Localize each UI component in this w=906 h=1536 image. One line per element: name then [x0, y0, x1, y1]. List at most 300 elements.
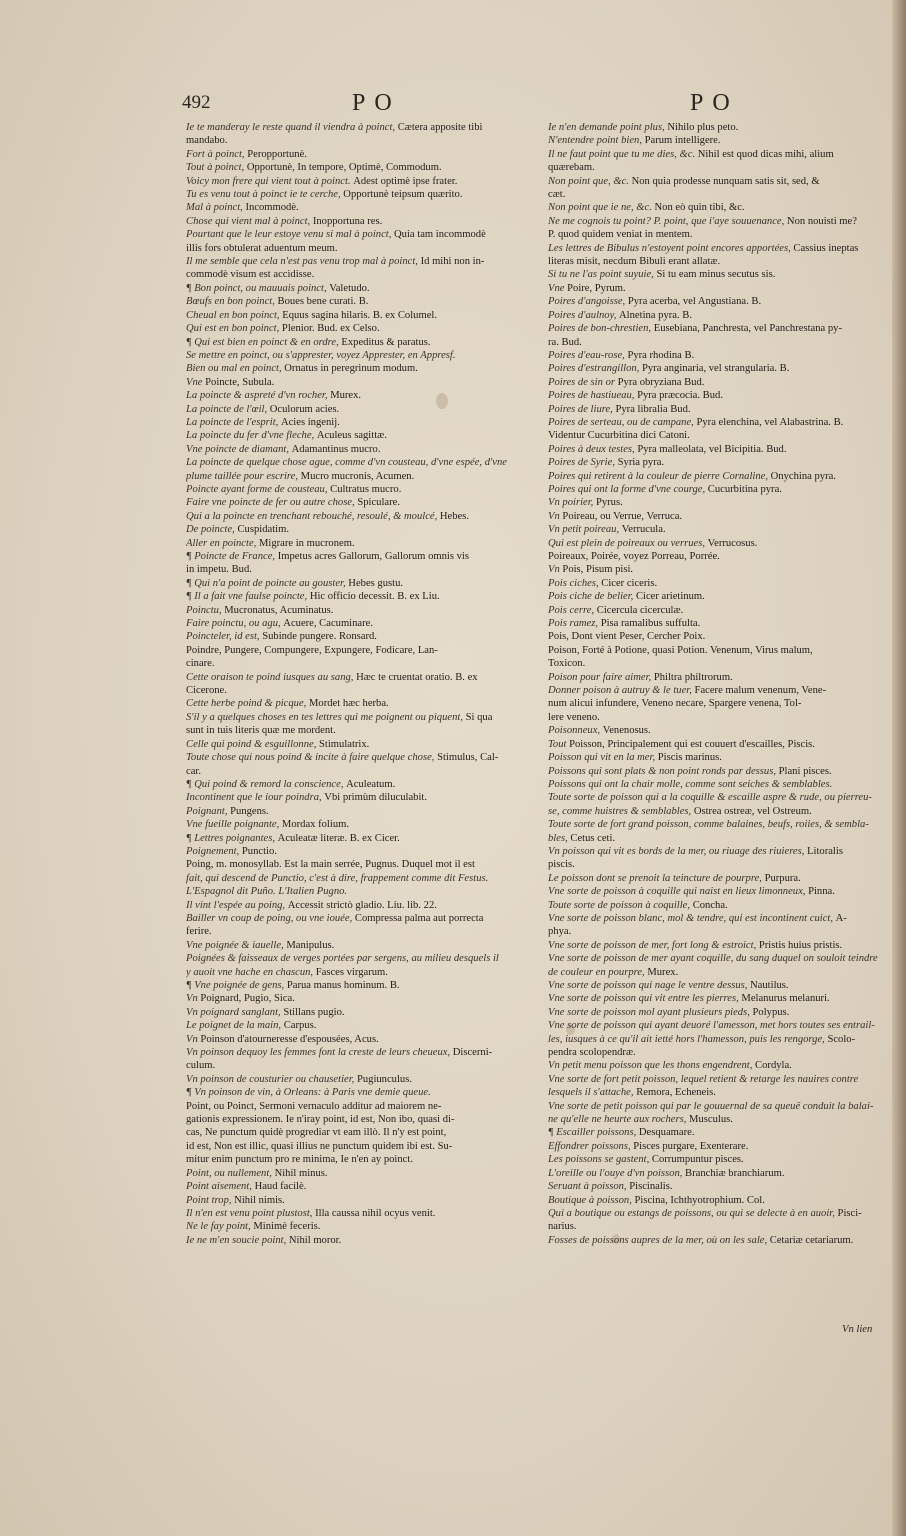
french-phrase: Pourtant que le leur estoye venu si mal à poinct,: [186, 229, 395, 241]
french-phrase: Poinctu,: [186, 604, 225, 616]
latin-translation: Poire, Pyrum.: [567, 282, 626, 294]
dictionary-line: [186, 872, 526, 885]
french-phrase: Vn poirier,: [548, 497, 596, 509]
latin-translation: Pyra malleolata, vel Bicipitia. Bud.: [637, 443, 787, 455]
right-column: [548, 121, 878, 1247]
dictionary-line: [186, 684, 526, 697]
dictionary-line: [548, 845, 878, 858]
latin-translation: Hic officio decessit. B. ex Liu.: [309, 591, 440, 603]
latin-translation: Ostrea ostreæ, vel Ostreum.: [693, 805, 812, 817]
latin-translation: cæt.: [548, 189, 566, 201]
dictionary-line: [548, 1019, 878, 1032]
latin-translation: Poison, Forté à Potione, quasi Potion. Venenum, Virus malum,: [548, 644, 813, 656]
latin-translation: Pyra obryziana Bud.: [617, 376, 705, 388]
latin-translation: Minimè feceris.: [253, 1221, 321, 1233]
french-phrase: Poissons qui sont plats & non point ronds par dessus,: [548, 765, 779, 777]
latin-translation: Boues bene curati. B.: [277, 296, 369, 308]
dictionary-line: [548, 349, 878, 362]
latin-translation: Haud facilè.: [254, 1181, 307, 1193]
dictionary-line: [186, 282, 526, 295]
french-phrase: La poincte & aspreté d'vn rocher,: [186, 390, 331, 402]
dictionary-line: [548, 1167, 878, 1180]
latin-translation: Scolo-: [827, 1033, 856, 1045]
french-phrase: Poires qui retirent à la couleur de pierre Cornaline,: [548, 470, 771, 482]
latin-translation: Manipulus.: [286, 939, 335, 951]
french-phrase: Vne sorte de poisson de mer, fort long & estroict,: [548, 939, 759, 951]
latin-translation: Branchiæ branchiarum.: [685, 1167, 785, 1179]
french-phrase: Poires de serteau, ou de campane,: [548, 416, 697, 428]
latin-translation: Mordet hæc herba.: [308, 698, 389, 710]
latin-translation: Hebes.: [439, 510, 470, 522]
dictionary-line: [186, 268, 526, 281]
dictionary-line: [186, 148, 526, 161]
french-phrase: Qui a la poincte en trenchant rebouché, resoulé, & moulcé,: [186, 510, 440, 522]
dictionary-line: [548, 979, 878, 992]
french-phrase: Les lettres de Bibulus n'estoyent point encores apportées,: [548, 242, 794, 254]
dictionary-line: [186, 456, 526, 469]
dictionary-line: [186, 201, 526, 214]
latin-translation: Videntur Cucurbitina dici Catoni.: [548, 430, 690, 442]
latin-translation: Remora, Echeneis.: [636, 1087, 716, 1099]
dictionary-line: [186, 1167, 526, 1180]
dictionary-line: [548, 550, 878, 563]
french-phrase: ne qu'elle ne heurte aux rochers,: [548, 1114, 690, 1126]
dictionary-line: [548, 818, 878, 831]
latin-translation: phya.: [548, 926, 572, 938]
latin-translation: Litoralis: [807, 845, 843, 857]
dictionary-line: [548, 617, 878, 630]
french-phrase: bles,: [548, 832, 571, 844]
dictionary-line: [186, 188, 526, 201]
dictionary-line: [548, 912, 878, 925]
latin-translation: Concha.: [692, 899, 728, 911]
french-phrase: Poincte ayant forme de cousteau,: [186, 483, 331, 495]
french-phrase: de couleur en pourpre,: [548, 966, 648, 978]
latin-translation: Nautilus.: [750, 980, 789, 991]
french-phrase: Ie ne m'en soucie point,: [186, 1234, 289, 1246]
dictionary-line: [186, 389, 526, 402]
latin-translation: ferire.: [186, 926, 212, 938]
french-phrase: Qui est en bon poinct,: [186, 323, 282, 335]
dictionary-line: [186, 1100, 526, 1113]
dictionary-line: [186, 121, 526, 134]
latin-translation: gationis expressionem. Ie n'iray point, id est, Non ibo, quasi di-: [186, 1114, 455, 1126]
dictionary-line: [186, 1234, 526, 1247]
latin-translation: Nihilo plus peto.: [667, 122, 739, 133]
french-phrase: Poires de bon-chrestien,: [548, 323, 654, 335]
dictionary-line: [186, 657, 526, 670]
french-phrase: Incontinent que le iour poindra,: [186, 792, 325, 804]
latin-translation: Peropportunè.: [247, 148, 307, 160]
latin-translation: literas misit, necdum Bibuli erant allatæ.: [548, 256, 721, 268]
latin-translation: Poireaux, Poirée, voyez Porreau, Porrée.: [548, 551, 720, 562]
french-phrase: La poincte de l'esprit,: [186, 416, 281, 428]
latin-translation: Valetudo.: [329, 282, 370, 294]
dictionary-line: [548, 215, 878, 228]
dictionary-line: [548, 416, 878, 429]
dictionary-line: [548, 684, 878, 697]
latin-translation: Inopportuna res.: [312, 215, 383, 227]
latin-translation: Expeditus & paratus.: [341, 336, 431, 348]
french-phrase: La poincte de quelque chose ague, comme d'vn cousteau, d'vne espée, d'vne: [186, 457, 507, 469]
dictionary-line: [548, 1046, 878, 1059]
latin-translation: Cetus ceti.: [570, 832, 616, 844]
latin-translation: Acuere, Cacuminare.: [283, 618, 374, 630]
latin-translation: Cetariæ cetariarum.: [769, 1234, 854, 1246]
latin-translation: Accessit strictò gladio. Liu. lib. 22.: [287, 899, 437, 911]
french-phrase: Cette herbe poind & picque,: [186, 698, 309, 710]
latin-translation: Pinna.: [808, 886, 835, 898]
latin-translation: Non quia prodesse nunquam satis sit, sed, &: [631, 175, 820, 187]
dictionary-line: [186, 1019, 526, 1032]
dictionary-line: [186, 443, 526, 456]
latin-translation: Purpura.: [764, 872, 801, 884]
dictionary-line: [186, 429, 526, 442]
french-phrase: Se mettre en poinct, ou s'apprester, voyez Apprester, en Appresf.: [186, 349, 456, 361]
latin-translation: Parum intelligere.: [644, 135, 721, 147]
french-phrase: Bien ou mal en poinct,: [186, 363, 285, 375]
latin-translation: Cicer arietinum.: [635, 591, 705, 603]
running-header-right: PO: [690, 90, 739, 116]
latin-translation: Opportunè, In tempore, Optimè, Commodum.: [246, 162, 442, 174]
french-phrase: Ne le fay point,: [186, 1221, 254, 1233]
latin-translation: Pyrus.: [595, 497, 623, 509]
latin-translation: Acies ingenij.: [280, 416, 340, 428]
french-phrase: ¶ Qui n'a point de poincte au gouster,: [186, 577, 349, 589]
latin-translation: Mordax folium.: [281, 819, 350, 831]
dictionary-line: [186, 818, 526, 831]
dictionary-line: [548, 952, 878, 965]
dictionary-line: [548, 657, 878, 670]
french-phrase: Chose qui vient mal à poinct,: [186, 215, 313, 227]
french-phrase: Vn: [186, 1033, 201, 1045]
dictionary-line: [548, 175, 878, 188]
latin-translation: Ornatus in peregrinum modum.: [284, 363, 418, 375]
french-phrase: Vn poinson de cousturier ou chausetier,: [186, 1073, 357, 1085]
latin-translation: Illa caussa nihil ocyus venit.: [315, 1207, 436, 1219]
french-phrase: Vn petit menu poisson que les thons engendrent,: [548, 1060, 756, 1072]
latin-translation: Cicerone.: [186, 685, 227, 697]
latin-translation: Onychina pyra.: [770, 470, 836, 482]
french-phrase: Si tu ne l'as point suyuie,: [548, 269, 657, 281]
latin-translation: Pyra anginaria, vel strangularia. B.: [641, 363, 790, 375]
french-phrase: Vne sorte de poisson blanc, mol & tendre, qui est incontinent cuict,: [548, 912, 836, 924]
latin-translation: Polypus.: [752, 1006, 790, 1018]
dictionary-line: [548, 765, 878, 778]
french-phrase: Toute sorte de poisson qui a la coquille & escaille aspre & rude, ou pierreu-: [548, 792, 872, 804]
dictionary-line: [186, 899, 526, 912]
catchword: Vn lien: [842, 1324, 873, 1335]
dictionary-line: [548, 148, 878, 161]
latin-translation: Venenosus.: [602, 725, 651, 737]
dictionary-line: [548, 470, 878, 483]
french-phrase: Vn poinson dequoy les femmes font la creste de leurs cheueux,: [186, 1047, 453, 1059]
latin-translation: car.: [186, 765, 201, 777]
latin-translation: Murex.: [330, 390, 362, 402]
french-phrase: Vn: [548, 564, 563, 576]
french-phrase: Il n'en est venu point plustost,: [186, 1207, 316, 1219]
latin-translation: Point, ou Poinct, Sermoni vernaculo additur ad maiorem ne-: [186, 1100, 442, 1112]
dictionary-line: [186, 912, 526, 925]
latin-translation: Piscina, Ichthyotrophium. Col.: [634, 1194, 765, 1206]
french-phrase: Vne sorte de petit poisson qui par le gouuernal de sa queuë conduit la balai-: [548, 1100, 874, 1112]
latin-translation: Pyra elenchina, vel Alabastrina. B.: [696, 416, 844, 428]
latin-translation: Aculeatæ literæ. B. ex Cicer.: [277, 832, 400, 844]
latin-translation: Punctio.: [241, 845, 277, 857]
french-phrase: Aller en poincte,: [186, 537, 259, 549]
latin-translation: Pois, Dont vient Peser, Cercher Poix.: [548, 631, 706, 643]
french-phrase: Vne sorte de poisson de mer ayant coquille, du sang duquel on souloit teindre: [548, 953, 878, 965]
latin-translation: Oculorum acies.: [269, 403, 340, 415]
dictionary-line: [548, 872, 878, 885]
latin-translation: Cætera apposite tibi: [397, 122, 483, 133]
dictionary-line: [548, 282, 878, 295]
latin-translation: Plenior. Bud. ex Celso.: [281, 323, 380, 335]
latin-translation: Pisa ramalibus suffulta.: [600, 618, 701, 630]
latin-translation: Mucronatus, Acuminatus.: [224, 604, 334, 616]
dictionary-line: [548, 1073, 878, 1086]
dictionary-line: [186, 1046, 526, 1059]
french-phrase: Vne sorte de poisson à coquille qui naist en lieux limonneux,: [548, 886, 809, 898]
dictionary-line: [548, 336, 878, 349]
dictionary-line: [186, 1180, 526, 1193]
dictionary-line: [548, 309, 878, 322]
french-phrase: Poires de Syrie,: [548, 457, 618, 469]
dictionary-line: [548, 1059, 878, 1072]
latin-translation: Alnetina pyra. B.: [619, 309, 692, 321]
dictionary-line: [548, 939, 878, 952]
dictionary-line: [548, 1207, 878, 1220]
dictionary-line: [548, 966, 878, 979]
dictionary-line: [548, 134, 878, 147]
latin-translation: culum.: [186, 1060, 216, 1072]
dictionary-line: [186, 751, 526, 764]
french-phrase: Toute sorte de poisson à coquille,: [548, 899, 693, 911]
french-phrase: ¶ Qui est bien en poinct & en ordre,: [186, 336, 342, 348]
dictionary-line: [548, 242, 878, 255]
dictionary-line: [548, 1180, 878, 1193]
latin-translation: Piscis marinus.: [657, 752, 722, 764]
french-phrase: Poires de sin or: [548, 376, 618, 388]
dictionary-line: [548, 925, 878, 938]
dictionary-line: [186, 966, 526, 979]
french-phrase: Vne poignée & iauelle,: [186, 939, 287, 951]
dictionary-line: [186, 885, 526, 898]
dictionary-line: [548, 268, 878, 281]
dictionary-line: [548, 590, 878, 603]
french-phrase: Cheual en bon poinct,: [186, 309, 283, 321]
dictionary-line: [186, 1153, 526, 1166]
french-phrase: Vne fueille poignante,: [186, 819, 282, 831]
dictionary-line: [186, 175, 526, 188]
latin-translation: Piscinalis.: [629, 1181, 673, 1193]
dictionary-line: [548, 443, 878, 456]
latin-translation: Discerni-: [452, 1047, 493, 1059]
latin-translation: Cucurbitina pyra.: [707, 483, 782, 495]
latin-translation: Stimulus, Cal-: [437, 752, 499, 764]
french-phrase: Qui est plein de poireaux ou verrues,: [548, 537, 708, 549]
dictionary-line: [548, 751, 878, 764]
latin-translation: Cassius ineptas: [793, 242, 859, 254]
dictionary-line: [548, 121, 878, 134]
latin-translation: Melanurus melanuri.: [741, 993, 830, 1005]
latin-translation: Poireau, ou Verrue, Verruca.: [562, 510, 683, 522]
latin-translation: Mucro mucronis, Acumen.: [300, 470, 415, 482]
french-phrase: Voicy mon frere qui vient tout à poinct.: [186, 175, 354, 187]
dictionary-line: [186, 952, 526, 965]
dictionary-line: [186, 617, 526, 630]
dictionary-line: [548, 322, 878, 335]
dictionary-line: [186, 1073, 526, 1086]
latin-translation: sunt in tuis literis quæ me mordent.: [186, 725, 336, 737]
french-phrase: Poisson qui vit en la mer,: [548, 752, 658, 764]
french-phrase: N'entendre point bien,: [548, 135, 645, 147]
dictionary-line: [548, 630, 878, 643]
latin-translation: Hebes gustu.: [348, 577, 404, 589]
dictionary-line: [548, 1113, 878, 1126]
left-column: [186, 121, 526, 1247]
latin-translation: Nihil minus.: [274, 1167, 328, 1179]
french-phrase: y auoit vne hache en chascun,: [186, 966, 316, 978]
latin-translation: Nihil est quod dicas mihi, alium: [697, 148, 834, 160]
french-phrase: Vne sorte de poisson qui vit entre les pierres,: [548, 993, 742, 1005]
dictionary-line: [548, 832, 878, 845]
french-phrase: Il me semble que cela n'est pas venu trop mal à poinct,: [186, 256, 421, 268]
dictionary-line: [186, 765, 526, 778]
latin-translation: Stimulatrix.: [319, 738, 370, 750]
dictionary-line: [186, 416, 526, 429]
page-gutter-shadow: [892, 0, 906, 1536]
latin-translation: pendra scolopendræ.: [548, 1047, 636, 1059]
french-phrase: La poincte du fer d'vne fleche,: [186, 430, 317, 442]
dictionary-line: [186, 336, 526, 349]
dictionary-line: [548, 295, 878, 308]
latin-translation: Parua manus hominum. B.: [286, 980, 400, 991]
dictionary-line: [186, 858, 526, 871]
latin-translation: piscis.: [548, 859, 575, 871]
french-phrase: Vn petit poireau,: [548, 524, 622, 536]
latin-translation: Opportunè teipsum quærito.: [343, 189, 463, 201]
dictionary-line: [548, 697, 878, 710]
french-phrase: Vn poisson qui vit es bords de la mer, ou riuage des riuieres,: [548, 845, 808, 857]
french-phrase: La poincte de l'œil,: [186, 403, 270, 415]
dictionary-line: [186, 992, 526, 1005]
french-phrase: Le poignet de la main,: [186, 1020, 284, 1032]
dictionary-line: [548, 738, 878, 751]
latin-translation: id est, Non est illic, quasi illius ne punctum quidem ibi est. Su-: [186, 1140, 453, 1152]
latin-translation: narius.: [548, 1221, 577, 1233]
dictionary-line: [186, 604, 526, 617]
french-phrase: Tout à poinct,: [186, 162, 247, 174]
dictionary-line: [186, 791, 526, 804]
dictionary-line: [186, 845, 526, 858]
french-phrase: Vn: [186, 993, 201, 1005]
french-phrase: Vne sorte de fort petit poisson, lequel retient & retarge les nauires contre: [548, 1073, 859, 1085]
french-phrase: Ie n'en demande point plus,: [548, 122, 668, 133]
dictionary-line: [186, 550, 526, 563]
dictionary-line: [548, 537, 878, 550]
french-phrase: Vne: [548, 282, 568, 294]
french-phrase: L'Espagnol dit Puño. L'Italien Pugno.: [186, 886, 348, 898]
dictionary-line: [186, 215, 526, 228]
dictionary-line: [186, 590, 526, 603]
dictionary-line: [186, 832, 526, 845]
latin-translation: Pugiunculus.: [356, 1073, 412, 1085]
dictionary-line: [548, 496, 878, 509]
latin-translation: Fasces virgarum.: [315, 966, 388, 978]
dictionary-line: [186, 483, 526, 496]
latin-translation: quærebam.: [548, 162, 595, 174]
dictionary-line: [186, 510, 526, 523]
french-phrase: Fosses de poissons aupres de la mer, où on les sale,: [548, 1234, 770, 1246]
french-phrase: Poires de hastiueau,: [548, 390, 638, 402]
latin-translation: Musculus.: [689, 1114, 733, 1126]
dictionary-line: [186, 322, 526, 335]
dictionary-line: [548, 188, 878, 201]
dictionary-line: [548, 483, 878, 496]
dictionary-line: [186, 403, 526, 416]
latin-translation: Hæc te cruentat oratio. B. ex: [356, 671, 478, 683]
dictionary-line: [548, 1220, 878, 1233]
dictionary-line: [186, 778, 526, 791]
latin-translation: commodè visum est accidisse.: [186, 269, 315, 281]
dictionary-line: [548, 1140, 878, 1153]
latin-translation: Incommodè.: [245, 202, 299, 214]
dictionary-line: [186, 255, 526, 268]
dictionary-line: [548, 885, 878, 898]
dictionary-line: [186, 738, 526, 751]
latin-translation: Pisces purgare, Exenterare.: [633, 1140, 749, 1152]
latin-translation: Syria pyra.: [617, 457, 665, 469]
latin-translation: Pyra præcocia. Bud.: [637, 390, 723, 402]
dictionary-line: [186, 242, 526, 255]
dictionary-line: [548, 1234, 878, 1247]
dictionary-line: [186, 697, 526, 710]
french-phrase: Vne sorte de poisson qui nage le ventre dessus,: [548, 980, 751, 991]
latin-translation: in impetu. Bud.: [186, 564, 252, 576]
french-phrase: Poires qui ont la forme d'vne courge,: [548, 483, 708, 495]
dictionary-line: [548, 1033, 878, 1046]
french-phrase: Poincteler, id est,: [186, 631, 263, 643]
french-phrase: Poires d'aulnoy,: [548, 309, 620, 321]
french-phrase: Tu es venu tout à poinct ie te cerche,: [186, 189, 344, 201]
dictionary-line: [186, 1207, 526, 1220]
latin-translation: Pisci-: [837, 1207, 862, 1219]
latin-translation: Verrucosus.: [707, 537, 758, 549]
dictionary-line: [548, 1153, 878, 1166]
latin-translation: Poing, m. monosyllab. Est la main serrée, Pugnus. Duquel mot il est: [186, 859, 475, 871]
latin-translation: cinare.: [186, 658, 215, 670]
latin-translation: Pyra libralia Bud.: [615, 403, 691, 415]
french-phrase: De poincte,: [186, 524, 238, 536]
latin-translation: P. quod quidem veniat in mentem.: [548, 229, 693, 241]
latin-translation: mitur enim punctum pro re minima, Ie n'en ay poinct.: [186, 1154, 413, 1166]
french-phrase: Celle qui poind & esguillonne,: [186, 738, 319, 750]
dictionary-line: [186, 470, 526, 483]
french-phrase: Poignées & faisseaux de verges portées par sergens, au milieu desquels il: [186, 953, 499, 965]
dictionary-line: [548, 992, 878, 1005]
french-phrase: S'il y a quelques choses en tes lettres qui me poignent ou piquent,: [186, 711, 466, 723]
dictionary-line: [186, 1140, 526, 1153]
dictionary-line: [548, 523, 878, 536]
dictionary-line: [186, 644, 526, 657]
dictionary-line: [548, 711, 878, 724]
latin-translation: Cicercula cicerculæ.: [596, 604, 684, 616]
french-phrase: Point trop,: [186, 1194, 235, 1206]
latin-translation: Cuspidatim.: [237, 524, 289, 536]
latin-translation: Impetus acres Gallorum, Gallorum omnis vis: [277, 551, 469, 562]
dictionary-line: [548, 805, 878, 818]
